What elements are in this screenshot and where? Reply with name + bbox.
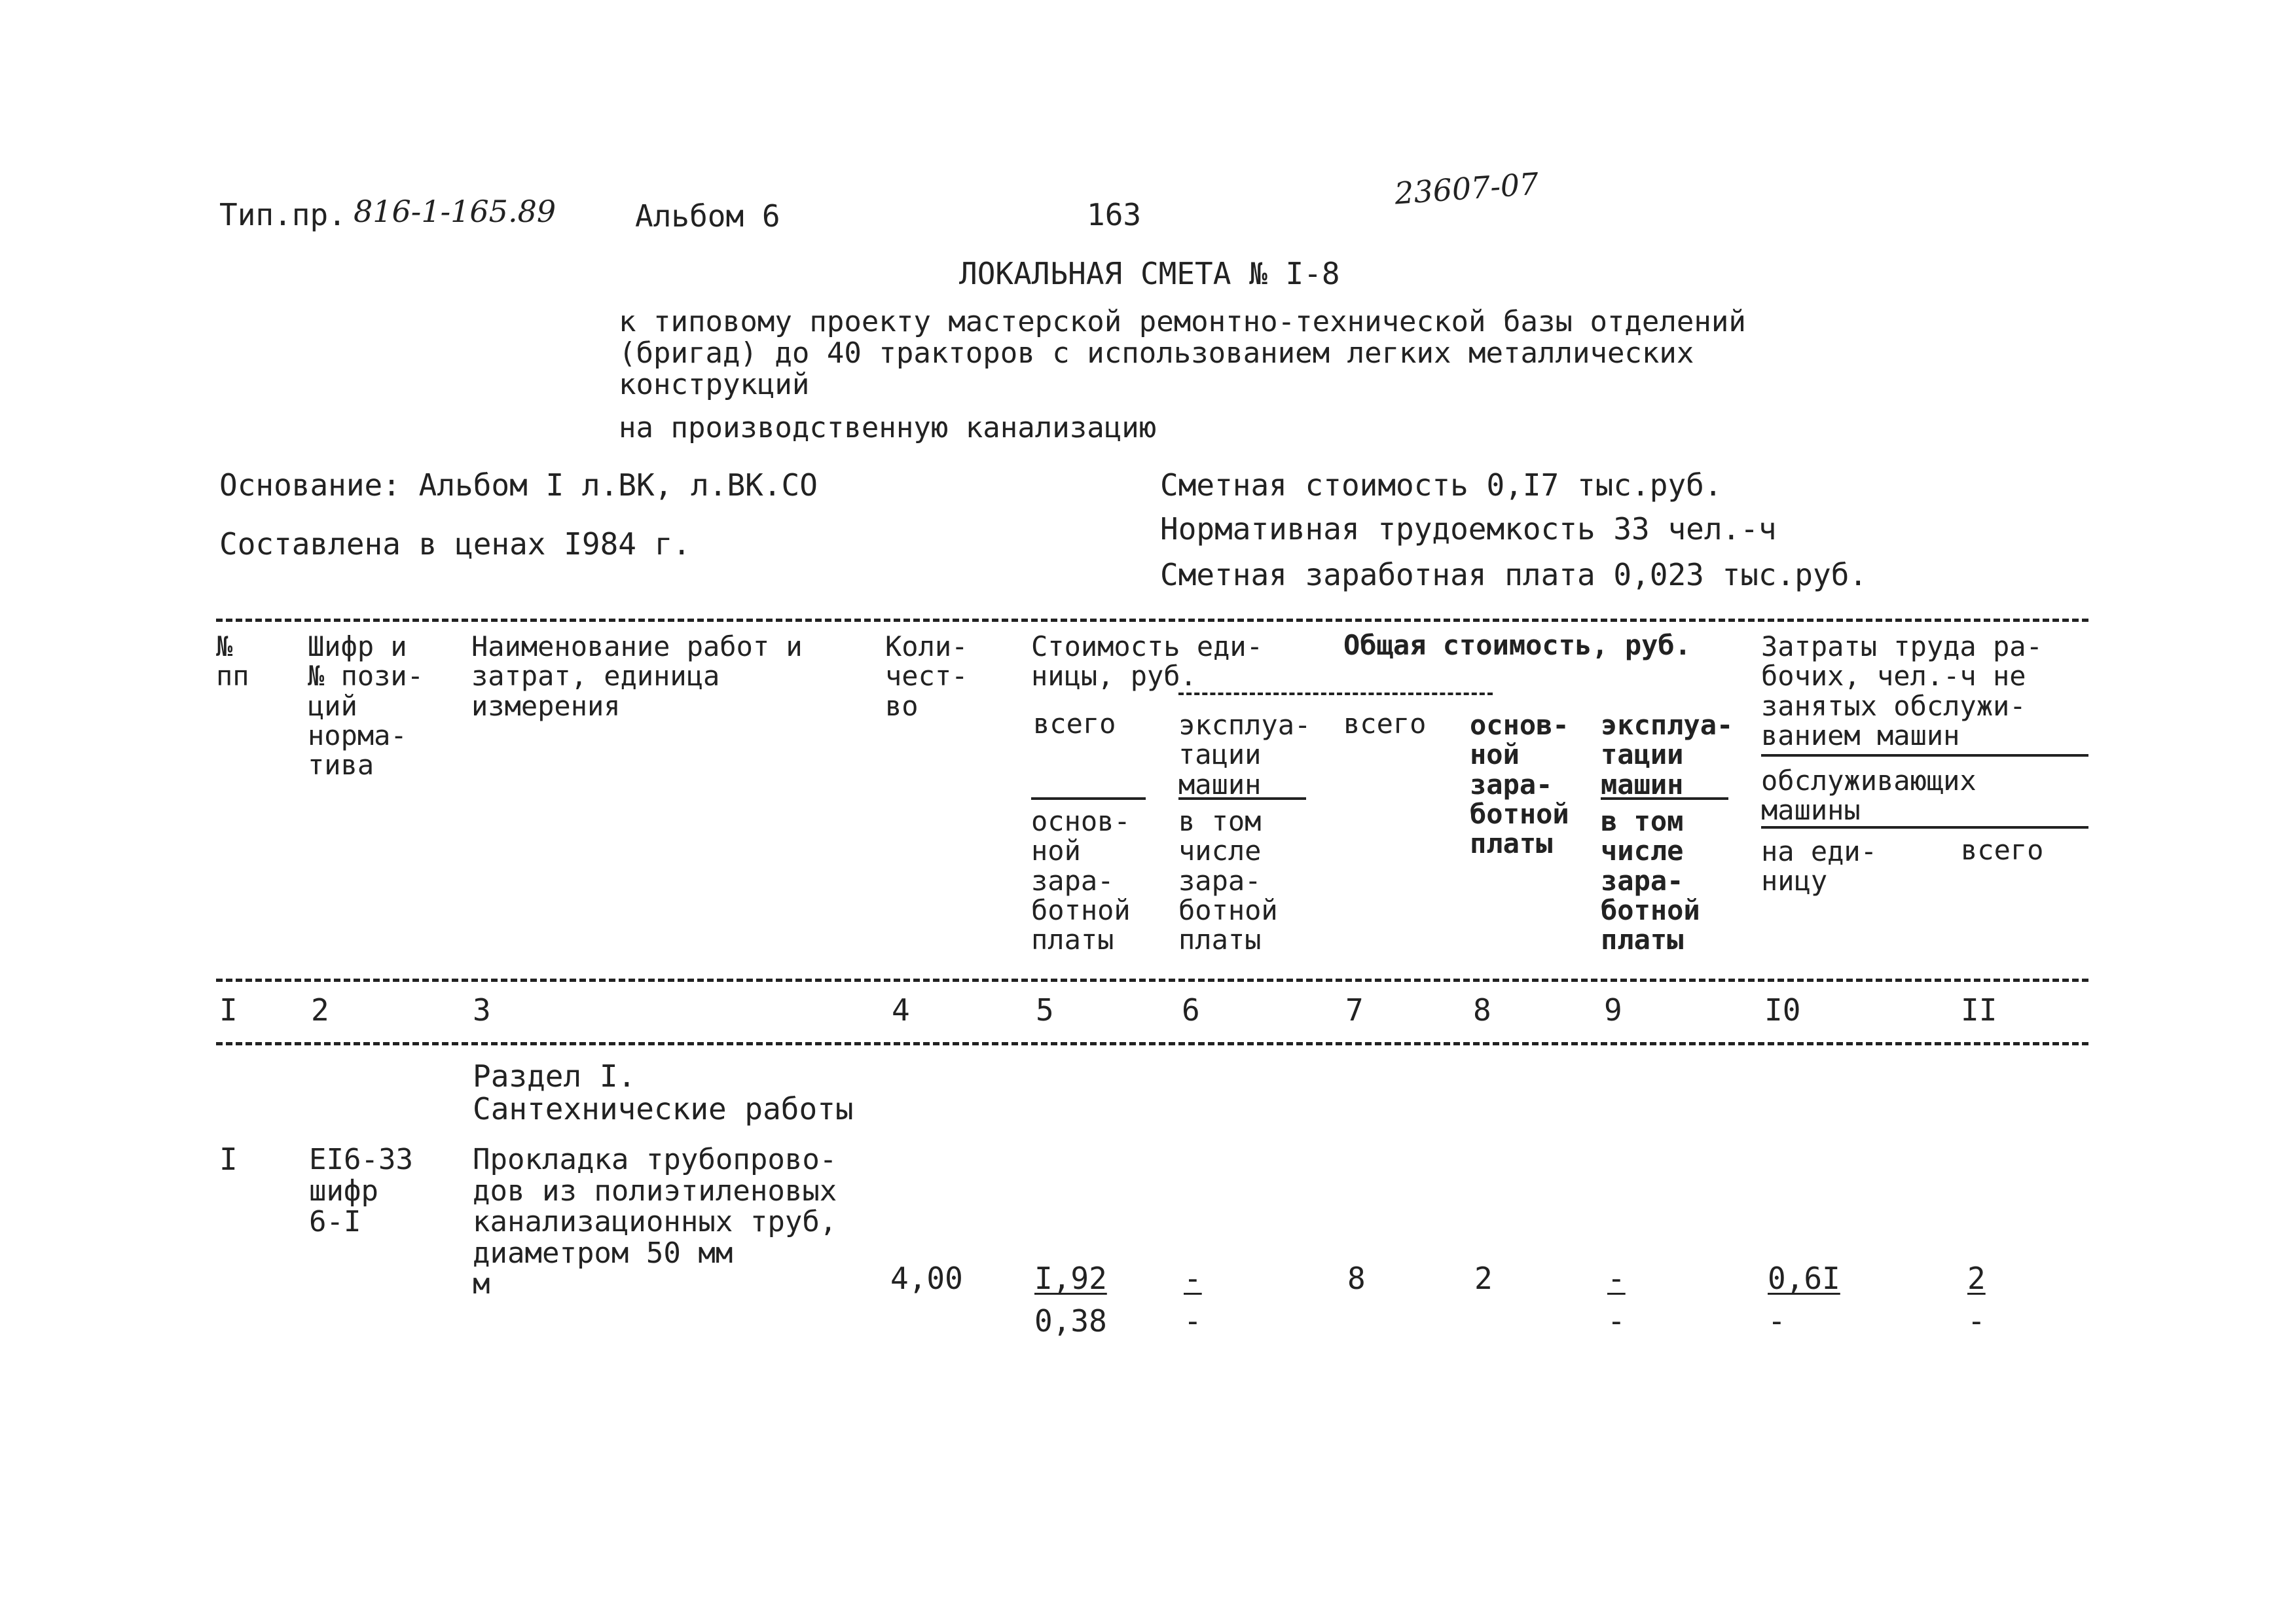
tip-label: Тип.пр.: [219, 197, 346, 232]
header-labor-machines: обслуживающих машины: [1761, 765, 1977, 827]
row-labor-total-machines: -: [1967, 1303, 1986, 1339]
prices-text: Составлена в ценах I984 г.: [219, 526, 691, 562]
header-total-all: всего: [1343, 708, 1427, 740]
column-number: 6: [1182, 992, 1200, 1028]
estimate-wages: Сметная заработная плата 0,023 тыс.руб.: [1160, 557, 1868, 592]
row-total-all: 8: [1347, 1261, 1366, 1296]
row-total-machines-wage: -: [1607, 1303, 1626, 1339]
estimate-heading: ЛОКАЛЬНАЯ СМЕТА № I-8: [959, 256, 1340, 291]
header-col-name: Наименование работ и затрат, единица измерения: [471, 630, 803, 722]
stamp-number: 23607-07: [1393, 166, 1540, 211]
estimate-cost: Сметная стоимость 0,I7 тыс.руб.: [1160, 467, 1722, 503]
tip-number: 816-1-165.89: [354, 194, 556, 229]
header-unit-cost: Стоимость еди- ницы, руб.: [1031, 630, 1264, 693]
row-code: EI6-33 шифр 6-I: [309, 1143, 413, 1239]
header-total-machines-rule: [1601, 797, 1728, 800]
column-number: 8: [1473, 992, 1491, 1028]
column-number: 3: [473, 992, 491, 1028]
row-unit-total: I,92: [1034, 1261, 1107, 1296]
column-numbers-top-rule: [216, 979, 2088, 982]
header-unit-base-wage: основ- ной зара- ботной платы: [1031, 805, 1131, 956]
description-line-2: (бригад) до 40 тракторов с использованием легких металлических: [619, 336, 1694, 370]
column-number: 2: [311, 992, 329, 1028]
header-labor-machines-rule: [1761, 826, 2088, 829]
column-number: 5: [1036, 992, 1054, 1028]
row-unit-machines: -: [1184, 1261, 1202, 1296]
labor-intensity: Нормативная трудоемкость 33 чел.-ч: [1160, 511, 1777, 547]
section-heading: Раздел I. Сантехнические работы: [473, 1058, 854, 1127]
row-labor-per-unit: 0,6I: [1768, 1261, 1840, 1296]
page-number: 163: [1087, 197, 1142, 232]
header-per-unit: на еди- ницу: [1761, 835, 1878, 897]
header-total-machines: эксплуа- тации машин: [1601, 709, 1734, 801]
row-total-base-wage: 2: [1474, 1261, 1493, 1296]
header-col-num: № пп: [216, 630, 249, 693]
column-numbers-bottom-rule: [216, 1042, 2088, 1045]
row-quantity: 4,00: [890, 1261, 963, 1296]
row-number: I: [219, 1142, 238, 1177]
header-total-machines-wage: в том числе зара- ботной платы: [1601, 805, 1700, 956]
column-number: 9: [1604, 992, 1622, 1028]
description-line-1: к типовому проекту мастерской ремонтно-технической базы отделений: [619, 305, 1746, 338]
row-total-machines: -: [1607, 1261, 1626, 1296]
header-total-cost: Общая стоимость, руб.: [1343, 629, 1692, 661]
row-unit-base-wage: 0,38: [1034, 1303, 1107, 1339]
header-col-qty: Коли- чест- во: [885, 630, 968, 722]
row-labor-total: 2: [1967, 1261, 1986, 1296]
column-number: II: [1961, 992, 1997, 1028]
header-total-base-wage: основ- ной зара- ботной платы: [1470, 709, 1569, 860]
header-labor-rule: [1761, 754, 2088, 757]
column-number: 7: [1345, 992, 1364, 1028]
column-number: 4: [892, 992, 910, 1028]
row-unit-machines-wage: -: [1184, 1303, 1202, 1339]
header-unit-machines-wage: в том числе зара- ботной платы: [1178, 805, 1278, 956]
column-number: I: [219, 992, 238, 1028]
estimate-subject: на производственную канализацию: [619, 411, 1157, 444]
basis-text: Основание: Альбом I л.ВК, л.ВК.СО: [219, 467, 818, 503]
header-unit-total-rule: [1031, 797, 1146, 800]
table-top-rule: [216, 619, 2088, 622]
row-name: Прокладка трубопрово- дов из полиэтиленовых канализационных труб, диаметром 50 мм м: [473, 1143, 837, 1301]
header-unit-machines: эксплуа- тации машин: [1178, 709, 1311, 801]
header-labor-total: всего: [1961, 834, 2044, 866]
row-labor-per-unit-machines: -: [1768, 1303, 1786, 1339]
header-unit-cost-rule: [1178, 693, 1493, 695]
column-number: I0: [1764, 992, 1801, 1028]
header-unit-total: всего: [1033, 708, 1116, 740]
header-labor: Затраты труда ра- бочих, чел.-ч не занятых обслужи- ванием машин: [1761, 630, 2043, 752]
album-label: Альбом 6: [635, 198, 780, 234]
description-line-3: конструкций: [619, 368, 810, 401]
header-unit-machines-rule: [1178, 797, 1306, 800]
header-col-code: Шифр и № пози- ций норма- тива: [308, 630, 424, 782]
